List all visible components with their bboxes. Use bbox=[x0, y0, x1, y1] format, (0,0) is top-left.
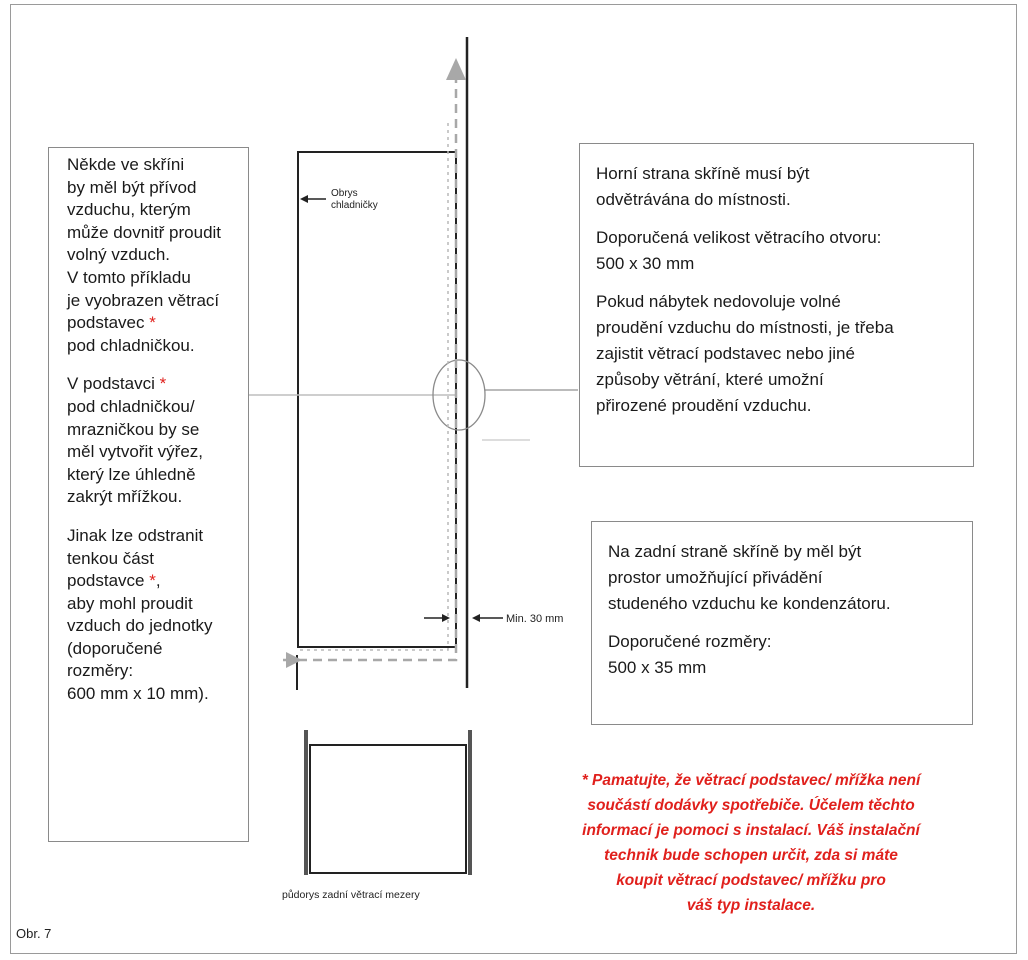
rear-vent-text: prostor umožňující přivádění bbox=[608, 568, 823, 587]
note-line: součástí dodávky spotřebiče. Účelem těchto bbox=[587, 797, 915, 814]
asterisk-mark: * bbox=[149, 571, 156, 591]
left-text-line: vzduch do jednotky bbox=[67, 616, 213, 636]
asterisk-mark: * bbox=[159, 374, 167, 394]
note-line: váš typ instalace. bbox=[686, 897, 816, 914]
left-text-line: pod chladničkou/ bbox=[67, 396, 195, 416]
left-text-line: podstavce *, bbox=[67, 571, 161, 591]
top-vent-text: proudění vzduchu do místnosti, je třeba bbox=[596, 318, 894, 337]
label-line: chladničky bbox=[331, 200, 378, 211]
left-text-line: by měl být přívod bbox=[67, 177, 197, 197]
disclaimer-note bbox=[528, 768, 974, 918]
fridge-outline-label bbox=[331, 188, 378, 212]
left-text-line: 600 mm x 10 mm). bbox=[67, 684, 209, 704]
airflow-path bbox=[283, 76, 456, 660]
left-text-line: mrazničkou by se bbox=[67, 419, 200, 439]
asterisk-mark: * bbox=[149, 313, 156, 333]
note-line: koupit větrací podstavec/ mřížku pro bbox=[616, 872, 886, 889]
airflow-up-arrow bbox=[446, 58, 466, 80]
left-text-line: vzduchu, kterým bbox=[67, 200, 191, 220]
label-line: Obrys bbox=[331, 188, 358, 199]
airflow-in-arrow bbox=[286, 652, 302, 668]
figure-number: Obr. 7 bbox=[16, 926, 52, 941]
left-text-line: V podstavci * bbox=[67, 374, 167, 394]
top-vent-text: Pokud nábytek nedovoluje volné bbox=[596, 292, 841, 311]
note-line: * Pamatujte, že větrací podstavec/ mřížka není bbox=[581, 772, 921, 789]
left-text-line: pod chladničkou. bbox=[67, 335, 195, 355]
left-text-line: je vyobrazen větrací bbox=[67, 290, 220, 310]
left-text-line: tenkou část bbox=[67, 548, 154, 568]
rear-vent-text: Na zadní straně skříně by měl být bbox=[608, 542, 862, 561]
left-text-line: který lze úhledně bbox=[67, 464, 196, 484]
note-line: technik bude schopen určit, zda si máte bbox=[604, 847, 898, 864]
left-text-line: měl vytvořit výřez, bbox=[67, 442, 204, 462]
left-text-line: zakrýt mřížkou. bbox=[67, 487, 183, 507]
left-text-line: může dovnitř proudit bbox=[67, 222, 222, 242]
top-vent-text: Doporučená velikost větracího otvoru: bbox=[596, 228, 882, 247]
left-text-line: (doporučené bbox=[67, 638, 163, 658]
left-text-line: podstavec * bbox=[67, 313, 156, 333]
rear-vent-text: 500 x 35 mm bbox=[608, 658, 707, 677]
left-explanation-box bbox=[48, 147, 249, 842]
fridge-outline bbox=[298, 152, 456, 647]
min-gap-label: Min. 30 mm bbox=[506, 613, 564, 625]
left-text-line: volný vzduch. bbox=[67, 245, 170, 265]
left-text-line: aby mohl proudit bbox=[67, 593, 193, 613]
top-vent-text: způsoby větrání, které umožní bbox=[596, 370, 824, 389]
note-line: informací je pomoci s instalací. Váš instalační bbox=[582, 822, 920, 839]
top-ventilation-box bbox=[579, 143, 974, 467]
top-vent-text: 500 x 30 mm bbox=[596, 254, 695, 273]
rear-ventilation-box bbox=[591, 521, 973, 725]
floor-plan-caption: půdorys zadní větrací mezery bbox=[282, 889, 420, 901]
rear-vent-text: Doporučené rozměry: bbox=[608, 632, 772, 651]
left-text-line: V tomto příkladu bbox=[67, 267, 191, 287]
left-text-line: Někde ve skříni bbox=[67, 155, 185, 174]
floor-plan-unit bbox=[310, 745, 466, 873]
top-vent-text: zajistit větrací podstavec nebo jiné bbox=[596, 344, 855, 363]
top-vent-text: odvětrávána do místnosti. bbox=[596, 190, 791, 209]
top-vent-text: Horní strana skříně musí být bbox=[596, 164, 810, 183]
left-text-line: rozměry: bbox=[67, 661, 134, 681]
rear-vent-text: studeného vzduchu ke kondenzátoru. bbox=[608, 594, 891, 613]
top-vent-text: přirozené proudění vzduchu. bbox=[596, 396, 812, 415]
left-text-line: Jinak lze odstranit bbox=[67, 525, 204, 545]
